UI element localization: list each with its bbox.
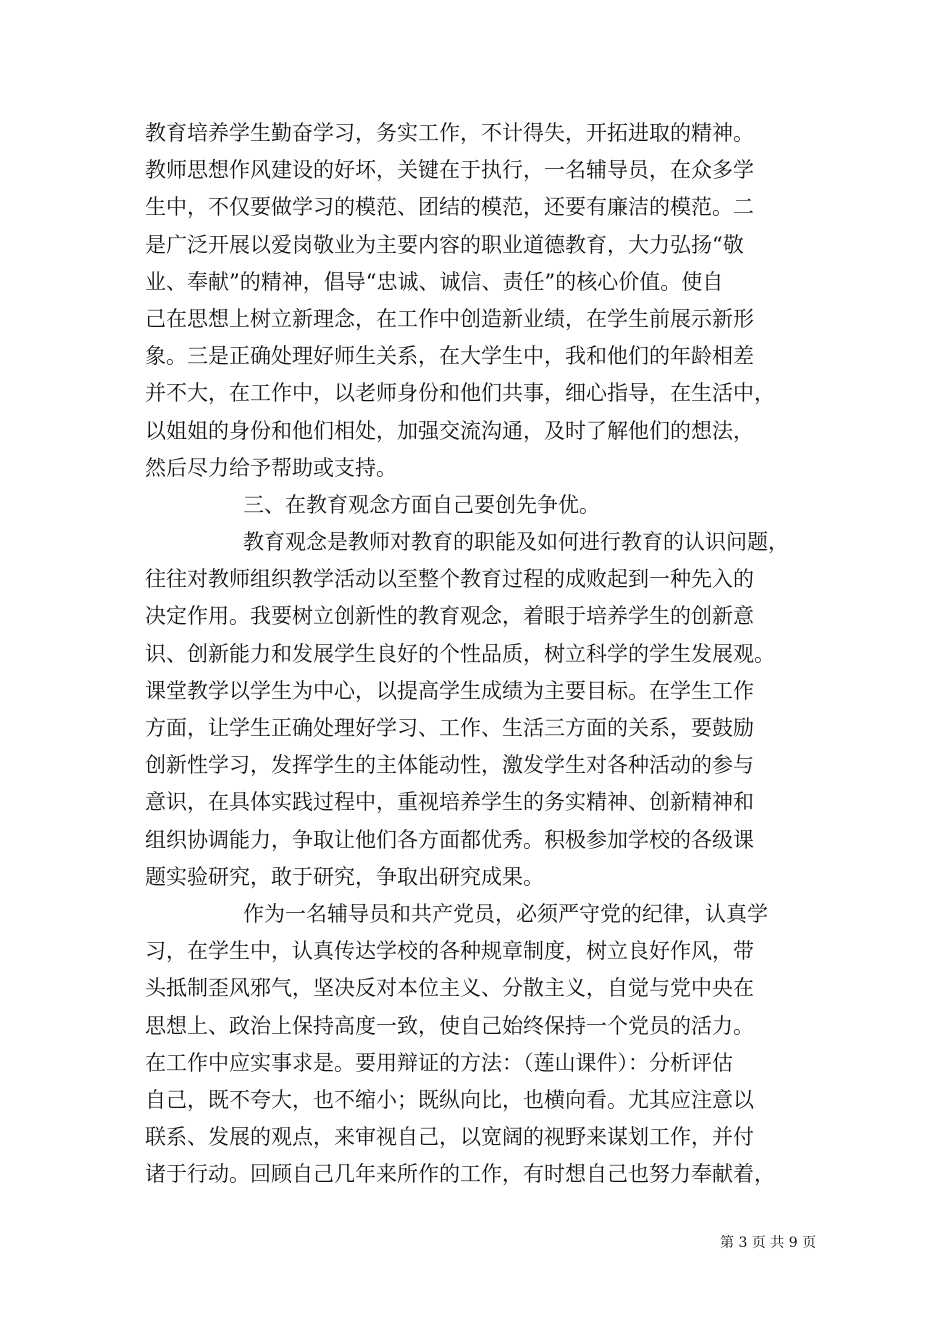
text-line: 教育观念是教师对教育的职能及如何进行教育的认识问题，: [243, 530, 789, 555]
text-line: 以姐姐的身份和他们相处，加强交流沟通，及时了解他们的想法，: [145, 418, 754, 443]
text-line: 识、创新能力和发展学生良好的个性品质，树立科学的学生发展观。: [145, 641, 775, 666]
document-body: [145, 115, 825, 1193]
text-line: 自己，既不夸大，也不缩小；既纵向比，也横向看。尤其应注意以: [145, 1087, 754, 1112]
text-line: 创新性学习，发挥学生的主体能动性，激发学生对各种活动的参与: [145, 753, 754, 778]
text-line: 习，在学生中，认真传达学校的各种规章制度，树立良好作风，带: [145, 939, 754, 964]
text-line: 联系、发展的观点，来审视自己，以宽阔的视野来谋划工作，并付: [145, 1125, 754, 1150]
text-line: 己在思想上树立新理念，在工作中创造新业绩，在学生前展示新形: [145, 306, 754, 331]
text-line: 课堂教学以学生为中心，以提高学生成绩为主要目标。在学生工作: [145, 678, 754, 703]
text-line: 意识，在具体实践过程中，重视培养学生的务实精神、创新精神和: [145, 790, 754, 815]
text-line: 头抵制歪风邪气，坚决反对本位主义、分散主义，自觉与党中央在: [145, 976, 754, 1001]
page-number: 第 3 页 共 9 页: [720, 1235, 817, 1251]
text-line: 并不大，在工作中，以老师身份和他们共事，细心指导，在生活中，: [145, 381, 775, 406]
text-line: 思想上、政治上保持高度一致，使自己始终保持一个党员的活力。: [145, 1013, 754, 1038]
section-heading: 三、在教育观念方面自己要创先争优。: [243, 492, 600, 517]
text-line: 组织协调能力，争取让他们各方面都优秀。积极参加学校的各级课: [145, 827, 754, 852]
text-line: 然后尽力给予帮助或支持。: [145, 455, 397, 480]
text-line: 是广泛开展以爱岗敬业为主要内容的职业道德教育，大力弘扬“敬: [145, 232, 744, 257]
text-line: 生中，不仅要做学习的模范、团结的模范，还要有廉洁的模范。二: [145, 195, 754, 220]
text-line: 诸于行动。回顾自己几年来所作的工作，有时想自己也努力奉献着，: [145, 1162, 775, 1187]
text-line: 象。三是正确处理好师生关系，在大学生中，我和他们的年龄相差: [145, 344, 754, 369]
text-line: 往往对教师组织教学活动以至整个教育过程的成败起到一种先入的: [145, 567, 754, 592]
text-line: 题实验研究，敢于研究，争取出研究成果。: [145, 864, 544, 889]
text-line: 决定作用。我要树立创新性的教育观念，着眼于培养学生的创新意: [145, 604, 754, 629]
text-line: 业、奉献”的精神，倡导“忠诚、诚信、责任”的核心价值。使自: [145, 269, 724, 294]
text-line: 方面，让学生正确处理好学习、工作、生活三方面的关系，要鼓励: [145, 716, 754, 740]
text-line: 教师思想作风建设的好坏，关键在于执行，一名辅导员，在众多学: [145, 158, 754, 183]
text-line: 教育培养学生勤奋学习，务实工作，不计得失，开拓进取的精神。: [145, 121, 754, 145]
text-line: 作为一名辅导员和共产党员，必须严守党的纪律，认真学: [243, 901, 768, 926]
text-line: 在工作中应实事求是。要用辩证的方法：（莲山课件）：分析评估: [145, 1050, 733, 1075]
